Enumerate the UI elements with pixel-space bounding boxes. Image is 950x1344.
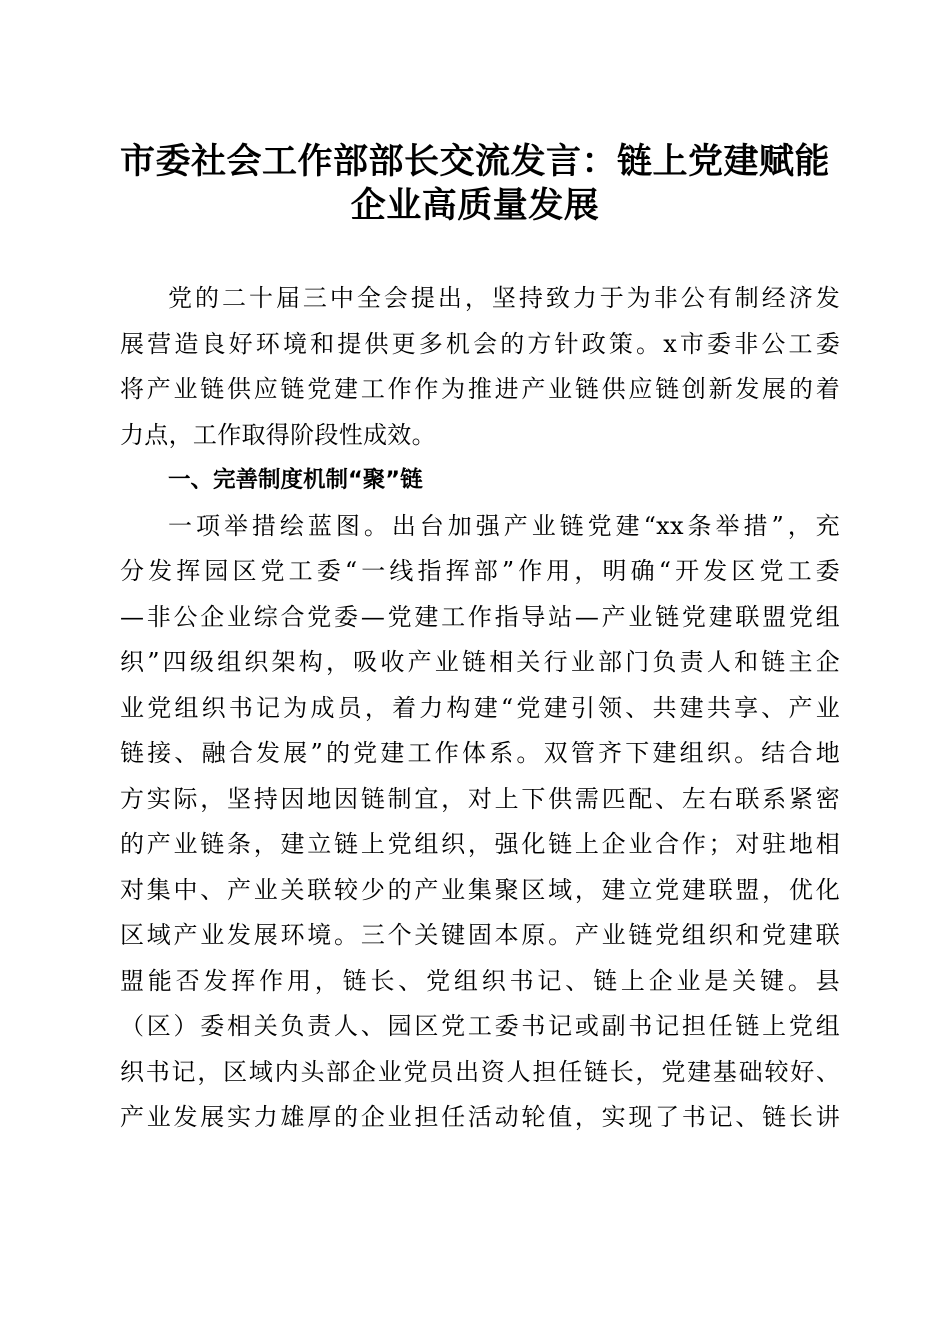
- paragraph-line: 业党组织书记为成员，着力构建“党建引领、共建共享、产业: [120, 693, 840, 722]
- paragraph-line: 的产业链条，建立链上党组织，强化链上企业合作；对驻地相: [120, 830, 840, 858]
- paragraph-line: 方实际，坚持因地因链制宜，对上下供需匹配、左右联系紧密: [120, 784, 840, 813]
- paragraph-line: 盟能否发挥作用，链长、党组织书记、链上企业是关键。县: [120, 966, 840, 995]
- paragraph-line: 区域产业发展环境。三个关键固本原。产业链党组织和党建联: [120, 921, 840, 949]
- title-line-2: 企业高质量发展: [350, 185, 600, 226]
- paragraph-line: 展营造良好环境和提供更多机会的方针政策。x市委非公工委: [120, 329, 840, 358]
- paragraph-line: —非公企业综合党委—党建工作指导站—产业链党建联盟党组: [120, 602, 840, 631]
- title-line-1: 市委社会工作部部长交流发言：链上党建赋能: [119, 141, 830, 182]
- paragraph-line: 织书记，区域内头部企业党员出资人担任链长，党建基础较好、: [120, 1057, 840, 1086]
- paragraph-line: 链接、融合发展”的党建工作体系。双管齐下建组织。结合地: [120, 739, 840, 767]
- paragraph-line: （区）委相关负责人、园区党工委书记或副书记担任链上党组: [120, 1012, 840, 1040]
- section-heading-1: 一、完善制度机制“聚”链: [168, 467, 423, 493]
- paragraph-line: 将产业链供应链党建工作作为推进产业链供应链创新发展的着: [120, 375, 840, 403]
- paragraph-line: 一项举措绘蓝图。出台加强产业链党建“xx条举措”，充: [168, 511, 840, 540]
- paragraph-line: 织”四级组织架构，吸收产业链相关行业部门负责人和链主企: [120, 648, 840, 676]
- paragraph-line: 党的二十届三中全会提出，坚持致力于为非公有制经济发: [168, 284, 840, 312]
- intro-paragraph: [120, 276, 840, 458]
- paragraph-line: 对集中、产业关联较少的产业集聚区域，建立党建联盟，优化: [120, 875, 840, 904]
- paragraph-line: 力点，工作取得阶段性成效。: [120, 420, 436, 449]
- paragraph-line: 分发挥园区党工委“一线指挥部”作用，明确“开发区党工委: [120, 557, 840, 585]
- paragraph-line: 产业发展实力雄厚的企业担任活动轮值，实现了书记、链长讲: [120, 1103, 840, 1131]
- section-1-paragraph: [120, 504, 840, 1141]
- document-title: [100, 140, 850, 228]
- document-body: [120, 276, 840, 1141]
